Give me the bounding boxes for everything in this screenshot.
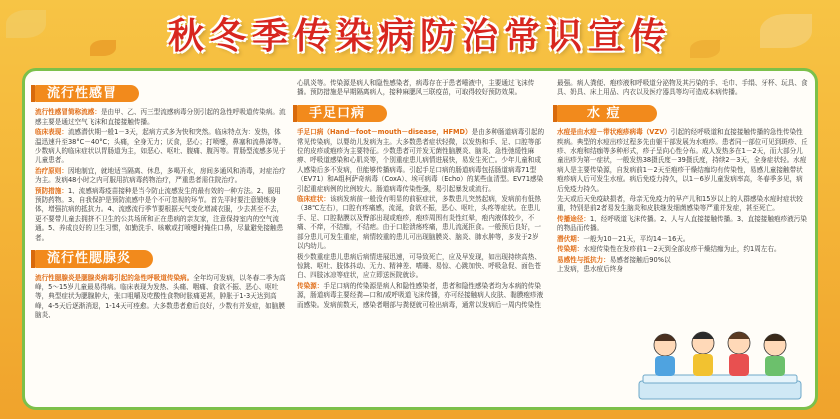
- paragraph: 该病发病前一般没有明显的前驱症状，多数患儿突然起病，发病前有低热（38℃左右），口腔有疼痛感，流涎，食欲不振，恶心、呕吐，头疼等症状。在患儿手、足、口腔黏膜以及臀部出现或疱疹，疱疹周围有炎性红晕，疱内液体较少，不痛、不痒，不结痂，不结疤。由于口腔溃疡疼痛，患儿流涎拒食。一般预后良好，一部分患儿可发生重症，病情较重的患儿可出现脑膜炎、脑炎、肺水肿等，多发于2岁以内幼儿。: [297, 195, 541, 251]
- label: 传播途径：: [557, 214, 590, 223]
- label: 手足口病（Hand－foot－mouth－disease，HFMD）: [297, 128, 472, 137]
- label: 流行性腮腺炎是腮腺炎病毒引起的急性呼吸道传染病。: [35, 273, 194, 282]
- label: 治疗原则：: [35, 166, 68, 175]
- paragraph: 易感者接触后90%以上发病，患水痘后终身: [557, 255, 671, 273]
- label: 临床表现：: [35, 128, 68, 137]
- paragraph: 水痘传染性在发疹前1－2天到全部皮疹干燥结痂为止，约1周左右。: [583, 245, 781, 254]
- kids-washing-hands-illustration: [635, 323, 805, 401]
- label: 潜伏期：: [557, 234, 584, 243]
- paragraph: 是由多种肠道病毒引起的常见传染病，以婴幼儿发病为主。大多数患者症状轻微，以发热和手、足、口腔等部位的皮疹或疱疹为主要特征。少数患者可并发无菌性脑膜炎、脑炎、急性弛缓性麻痹、呼吸道感染和心肌炎等，个别重症患儿病情进展快，易发生死亡。少年儿童和成人感染后多不发病，但能够传播病毒。引起手足口病的肠道病毒包括肠道病毒71型（EV71）和A组柯萨奇病毒（CoxA）、埃可病毒（Echo）的某些血清型。EV71感染引起重症病例的比例较大。肠道病毒传染性强，易引起暴发或流行。: [297, 128, 545, 193]
- label: 临床症状：: [297, 195, 330, 204]
- paragraph: 极少数重症患儿患病后病情进展迅速，可导致死亡，应及早发现，如出现持续高热、惊跳、呕吐、肢体抖动、无力、精神差、嗜睡、易惊、心跳加快、呼吸急促、面色苍白、四肢冰凉等症状，应立即送医院就诊。: [297, 252, 541, 280]
- paragraph: 1、流感病毒疫苗接种是当今防止流感发生的最有效的一种方法。2、服用预防药物。3、自我保护是预防流感中是个不可忽视的环节。首先平时要注意锻炼身体，增强抗病的抵抗力。4、流感流行季节要根据天气变化增减衣服，少去甚至不去，更不要带儿童去拥挤不卫生的公共场所和正在患病的亲友家，注意保持室内的空气流通。5、养成良好的卫生习惯，如勤洗手、咳嗽或打喷嚏时掩住口鼻，尽量避免接触患者。: [35, 186, 284, 242]
- column-3: [557, 79, 809, 275]
- column-1: [35, 79, 287, 322]
- label: 易感性与抵抗力：: [557, 255, 610, 264]
- paragraph: 流感潜伏期一般1－3天，起病方式多为快和突然。临床特点为：发热，体温迅速升至38°C－40°C；头痛，全身无力；厌食，恶心；打喷嚏，鼻塞和流鼻涕等。少数病人的临床症状以胃肠道为主，如恶心、呕吐、腹痛、腹泻等。胃肠型流感多见于儿童患者。: [35, 128, 286, 165]
- heading-chickenpox: 水 痘: [557, 105, 657, 122]
- paragraph: 手足口病的传染源是病人和隐性感染者，患者和隐性感染者均为本病的传染源，肠道病毒主要经粪—口和/或呼吸道飞沫传播，亦可经接触病人皮肤、黏膜疱疹液而感染。发病前数天，感染者咽部与粪便就可检出病毒，通常以发病后一周内传染性: [297, 281, 544, 309]
- paragraph: 心肌炎等。传染源是病人和隐性感染者，病毒存在于患者唾液中，主要通过飞沫传播。预防措施是早期隔离病人，接种麻腮风三联疫苗，可取得较好预防效果。: [297, 79, 535, 97]
- paragraph: 全年均可发病，以冬春二季为高峰，5～15岁儿童最易得病。临床表现为发热、头痛、咽痛、食欲不振、恶心、呕吐等，典型症状为腮腺肿大，张口咀嚼及吃酸性食物时胀痛更甚，肿胀于1-3天达到高峰，4-5天后逐渐消退，1-14天可痊愈。大多数患者愈后良好，少数有并发症，如脑膜脑炎、: [35, 273, 286, 320]
- label: 流行性感冒简称流感：: [35, 108, 101, 117]
- paragraph: 最强。病人粪便、疱疹液和呼吸道分泌物及其污染的手、毛巾、手绢、牙杯、玩具、食具、奶具、床上用品、内衣以及医疗器具等均可造成本病传播。: [557, 79, 808, 97]
- label: 预防措施：: [35, 186, 68, 195]
- label: 水痘是由水痘－带状疱疹病毒（VZV）: [557, 128, 671, 137]
- paragraph: 先天或后天免疫缺损者，母亲无免疫力的早产儿和15岁以上的人群感染水痘时症状较重，特别是前2者易发生脑炎和皮肤继发细菌感染等严重并发症，甚至死亡。: [557, 195, 803, 213]
- label: 传染期：: [557, 245, 584, 254]
- kid-figure: [654, 334, 676, 376]
- content-panel: [22, 68, 818, 410]
- page-title: 秋冬季传染病防治常识宣传: [167, 15, 672, 57]
- paragraph: 1、经呼吸道飞沫传播。2、人与人直接接触传播。3、直接接触疱疹液污染的物品而传播。: [557, 214, 807, 233]
- heading-influenza: 流行性感冒: [35, 85, 139, 102]
- paragraph: 是由甲、乙、丙三型流感病毒分别引起的急性呼吸道传染病。流感主要是通过空气飞沫和直接接触传播。: [35, 108, 286, 126]
- kid-figure: [764, 334, 786, 376]
- paragraph: 因地制宜，就地适当隔离、休息，多喝开水，房间多通风和消毒，对症治疗为主。发病48小时之内可服用抗病毒药物治疗，严重患者需住院治疗。: [35, 166, 286, 185]
- paragraph: 引起的经呼吸道和直接接触传播的急性传染性疾病。典型的水痘出疹过程多先由躯干部发展为水疱疹。患者同一部位可见到斑疹、丘疹、水疱和结痂等多种形式，疹子呈向心性分布。成人发热多在1－2天，而大部分儿童出疹为第一症状，一般发热38摄氏度－39摄氏度，持续2－3天，全身症状轻。水痘病人是主要传染源，自发病前1－2天至疱疹干燥结痂均有传染性，易感儿童接触带状疱疹病人后可发生水痘。病后免疫力持久，以1－6岁儿童发病率高，冬春季多见，病后免疫力持久。: [557, 128, 808, 193]
- column-2: [297, 79, 545, 311]
- kid-figure: [728, 332, 750, 376]
- heading-mumps: 流行性腮腺炎: [35, 250, 153, 267]
- kid-figure: [692, 332, 714, 376]
- heading-hfmd: 手足口病: [297, 105, 387, 122]
- label: 传染源：: [297, 281, 324, 290]
- paragraph: 一般为10－21天，平均14－16天。: [583, 234, 690, 243]
